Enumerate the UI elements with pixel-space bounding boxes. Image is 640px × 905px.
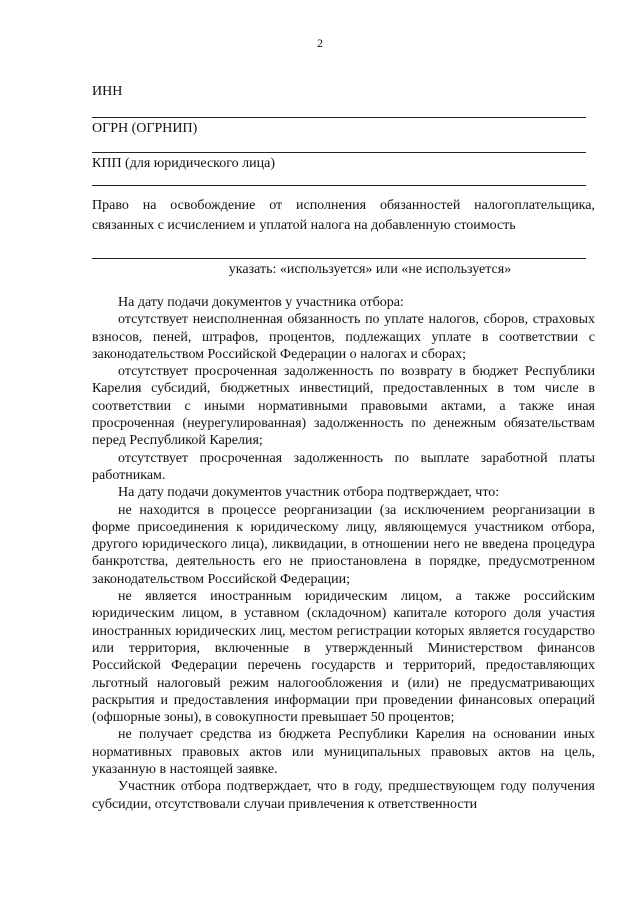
kpp-underline	[92, 185, 586, 186]
vat-underline	[92, 258, 586, 259]
paragraph: На дату подачи документов у участника отбора:	[118, 295, 404, 310]
ogrn-underline	[92, 152, 586, 153]
paragraph: отсутствует просроченная задолженность по возврату в бюджет Республики Карелия субсидий, бюджетных инвестиций, предоставленных в том числе в соответствии с иными нормативными правовыми актами, а также иная просроченная (неурегулированная) задолженность по денежным обязательствам перед Республикой Карелия;	[92, 364, 595, 449]
paragraph: На дату подачи документов участник отбора подтверждает, что:	[118, 485, 500, 501]
paragraph: не является иностранным юридическим лицом, а также российским юридическим лицом, в уставном (складочном) капитале которого доля участия иностранных юридических лиц, местом регистрации которых является государство или территория, включенные в утвержденный Министерством финансов Российской Федерации перечень государств и территорий, предоставляющих льготный налоговый режим налогообложения и (или) не предусматривающих раскрытия и предоставления информации при проведении финансовых операций (офшорные зоны), в совокупности превышает 50 процентов;	[92, 589, 595, 726]
paragraph: не находится в процессе реорганизации (за исключением реорганизации в форме присоединения к юридическому лицу, являющемуся участником отбора, другого юридического лица), ликвидации, в отношении него не введена процедура банкротства, деятельность его не приостановлена в порядке, предусмотренном законодательством Российской Федерации;	[92, 502, 595, 587]
paragraph: отсутствует неисполненная обязанность по уплате налогов, сборов, страховых взносов, пеней, штрафов, процентов, подлежащих уплате в соответствии с законодательством Российской Федерации о налогах и сборах;	[92, 312, 595, 362]
inn-label: ИНН	[92, 84, 123, 99]
paragraph: не получает средства из бюджета Республики Карелия на основании иных нормативных правовых актов или муниципальных правовых актов на цель, указанную в настоящей заявке.	[92, 727, 595, 778]
page-number: 2	[317, 36, 323, 50]
kpp-label: КПП (для юридического лица)	[92, 156, 275, 171]
paragraph: отсутствует просроченная задолженность по выплате заработной платы работникам.	[92, 450, 595, 483]
ogrn-label: ОГРН (ОГРНИП)	[92, 121, 198, 136]
document-body	[92, 294, 595, 813]
inn-underline	[92, 117, 586, 118]
vat-exemption-label: Право на освобождение от исполнения обязанностей налогоплательщика, связанных с исчислением и уплатой налога на добавленную стоимость	[92, 198, 595, 233]
vat-instruction-note: указать: «используется» или «не используется»	[228, 262, 512, 277]
paragraph: Участник отбора подтверждает, что в году, предшествующем году получения субсидии, отсутствовали случаи привлечения к ответственности	[92, 779, 595, 812]
